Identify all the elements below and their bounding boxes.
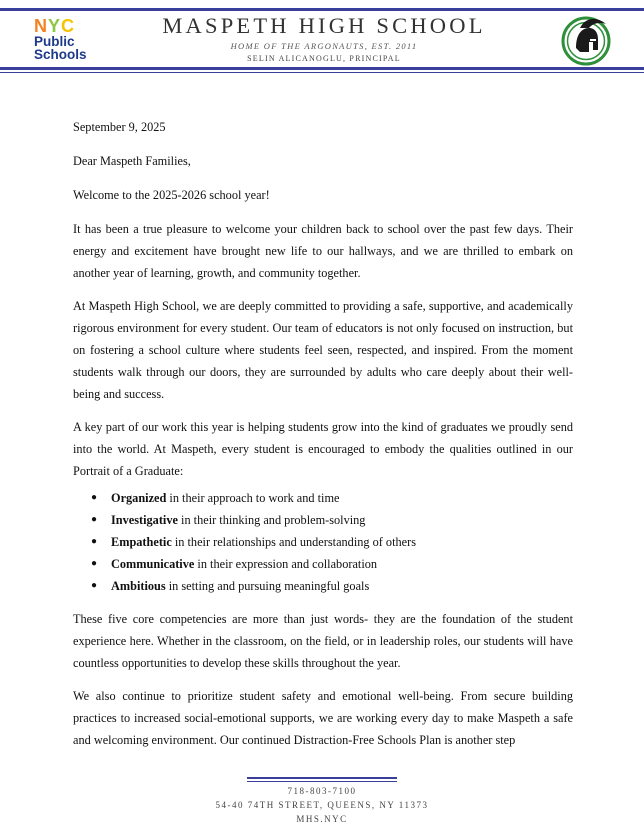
footer-rule	[247, 777, 397, 779]
letter-greeting: Dear Maspeth Families,	[73, 154, 191, 168]
header-bottom-rule	[0, 67, 644, 70]
paragraph-safety: We also continue to prioritize student safety and emotional well-being. From secure building practices to increased social-emotional supports, we are working every day to make Maspeth a safe and welcoming environment. Our continued Distraction-Free Schools Plan is another step	[73, 689, 573, 747]
argonaut-crest-icon	[560, 14, 612, 66]
footer-rule-thin	[247, 781, 397, 782]
principal-name: SELIN ALICANOGLU, PRINCIPAL	[247, 54, 401, 63]
list-item: ● Communicative in their expression and collaboration	[91, 557, 378, 571]
school-tagline: HOME OF THE ARGONAUTS, EST. 2011	[230, 41, 418, 51]
footer-address: 54-40 74TH STREET, QUEENS, NY 11373	[215, 800, 429, 810]
nyc-letter-c: C	[61, 16, 75, 36]
header-bottom-rule-thin	[0, 72, 644, 73]
letter-date: September 9, 2025	[73, 120, 166, 134]
welcome-line: Welcome to the 2025-2026 school year!	[73, 188, 270, 202]
paragraph-core-competencies: These five core competencies are more than just words- they are the foundation of the student experience here. Whether in the classroom, on the field, or in leadership roles, our students will have countless opportunities to develop these skills throughout the year.	[73, 612, 573, 670]
logo-line-public: Public	[34, 34, 75, 49]
logo-line-schools: Schools	[34, 47, 87, 62]
paragraph-portrait-intro: A key part of our work this year is helping students grow into the kind of graduates we proudly send into the world. At Maspeth, every student is encouraged to embody the qualities outlined in our Portrait of a Graduate:	[73, 420, 573, 478]
list-item: ● Investigative in their thinking and problem-solving	[91, 513, 366, 527]
footer-phone: 718-803-7100	[287, 786, 357, 796]
nyc-letter-y: Y	[48, 16, 61, 36]
nyc-letter-n: N	[34, 16, 47, 36]
list-item: ● Empathetic in their relationships and understanding of others	[91, 535, 416, 549]
letter-body	[73, 116, 573, 762]
footer-website: MHS.NYC	[296, 814, 348, 824]
list-item: ● Ambitious in setting and pursuing meaningful goals	[91, 579, 370, 593]
nyc-public-schools-logo	[34, 18, 104, 64]
list-item: ● Organized in their approach to work and time	[91, 491, 340, 505]
school-name: MASPETH HIGH SCHOOL	[162, 13, 486, 38]
header-top-rule	[0, 8, 644, 11]
nyc-mark	[34, 18, 104, 35]
paragraph-welcome-back: It has been a true pleasure to welcome your children back to school over the past few days. Their energy and excitement have brought new life to our hallways, and we are thrilled to embark on another year of learning, growth, and community together.	[73, 222, 573, 280]
paragraph-commitment: At Maspeth High School, we are deeply committed to providing a safe, supportive, and academically rigorous environment for every student. Our team of educators is not only focused on instruction, but on fostering a school culture where students feel seen, respected, and inspired. From the moment students walk through our doors, they are surrounded by adults who care deeply about their well-being and success.	[73, 299, 573, 401]
graduate-qualities-list	[73, 487, 573, 597]
